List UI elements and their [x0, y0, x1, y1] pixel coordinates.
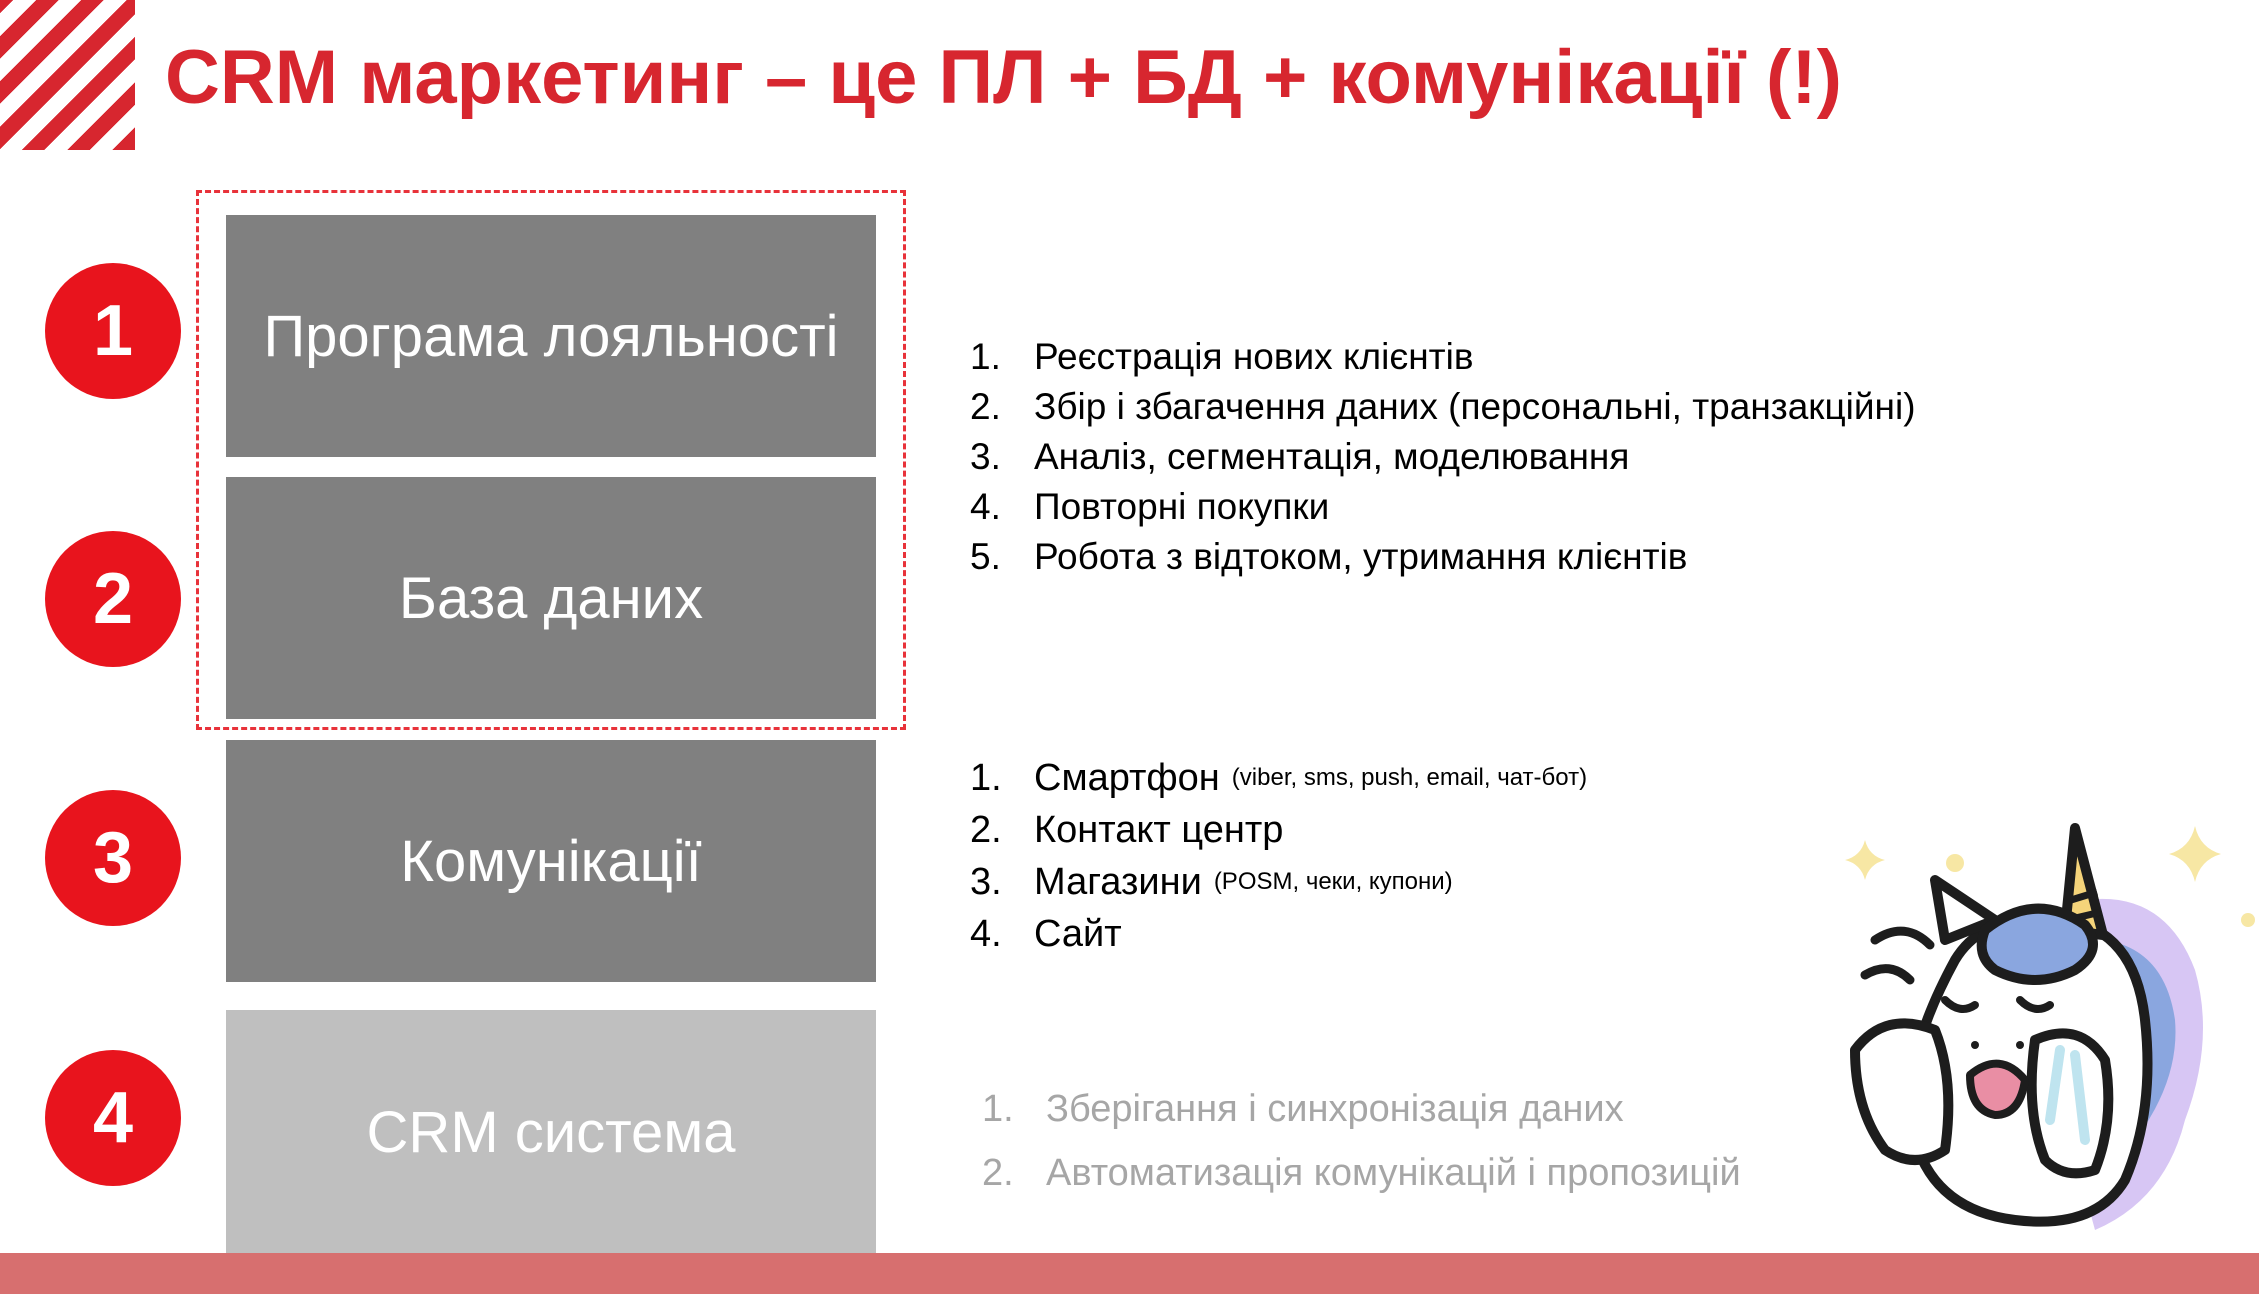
striped-corner-icon [0, 0, 135, 150]
page-title: CRM маркетинг – це ПЛ + БД + комунікації (!) [165, 35, 1842, 120]
list-item: 1. Смартфон (viber, sms, push, email, чат-бот) [970, 757, 1588, 799]
footer-bar [0, 1253, 2259, 1294]
step-badge-4: 4 [45, 1050, 181, 1186]
loyalty-list [970, 332, 1916, 582]
step-badge-1: 1 [45, 263, 181, 399]
list-item: 4. Сайт [970, 913, 1122, 955]
list-item: 1. Реєстрація нових клієнтів [970, 336, 1474, 377]
step-badge-3: 3 [45, 790, 181, 926]
list-item: 2. Збір і збагачення даних (персональні, транзакційні) [970, 386, 1916, 427]
list-item: 5. Робота з відтоком, утримання клієнтів [970, 536, 1688, 577]
step-badge-2: 2 [45, 531, 181, 667]
crm-list [982, 1077, 1741, 1205]
block-database: База даних [226, 477, 876, 719]
block-crm-system: CRM система [226, 1010, 876, 1255]
list-item: 3. Магазини (POSM, чеки, купони) [970, 861, 1453, 903]
block-loyalty-program: Програма лояльності [226, 215, 876, 457]
block-communications: Комунікації [226, 740, 876, 982]
crying-unicorn-icon [1835, 820, 2259, 1250]
communication-list [970, 752, 1587, 960]
list-item: 3. Аналіз, сегментація, моделювання [970, 436, 1630, 477]
list-item: 2. Автоматизація комунікацій і пропозицій [982, 1152, 1741, 1194]
list-item: 4. Повторні покупки [970, 486, 1330, 527]
list-item: 1. Зберігання і синхронізація даних [982, 1088, 1624, 1130]
list-item: 2. Контакт центр [970, 809, 1284, 851]
